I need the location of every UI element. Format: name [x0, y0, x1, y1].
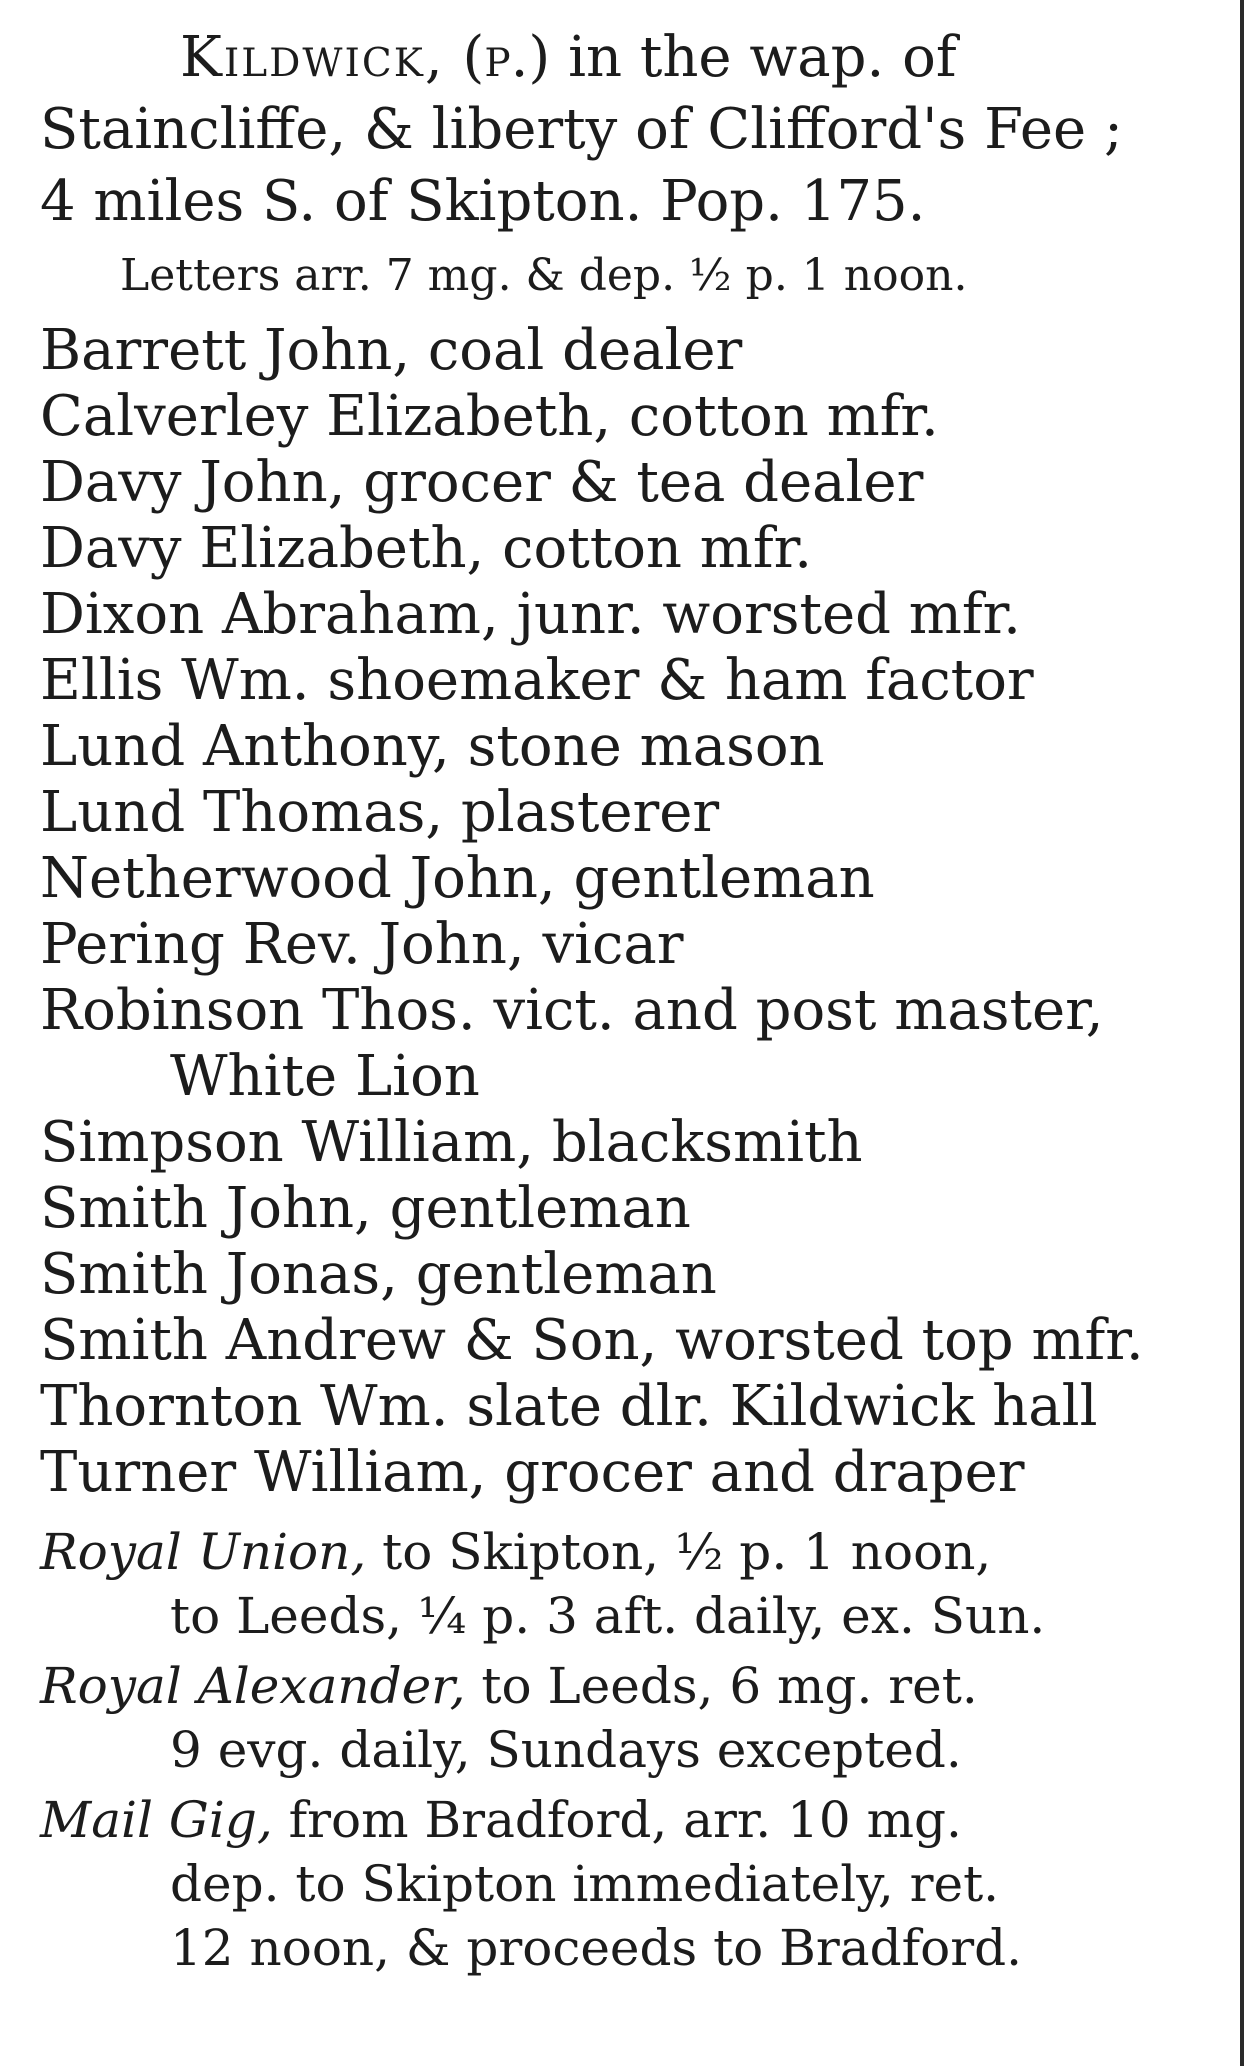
coach-name: Royal Alexander, [40, 1657, 466, 1715]
resident-entry [40, 582, 1220, 648]
resident-entry [40, 648, 1220, 714]
resident-text: Simpson William, blacksmith [40, 1110, 863, 1175]
coach-name: Royal Union, [40, 1523, 367, 1581]
resident-text: Lund Anthony, stone mason [40, 714, 825, 779]
resident-entry [40, 912, 1220, 978]
coach-name: Mail Gig, [40, 1791, 273, 1849]
resident-entry [40, 1110, 1220, 1176]
resident-entry [40, 1374, 1220, 1440]
residents-list [40, 318, 1220, 1506]
heading-line-2: Staincliffe, & liberty of Clifford's Fee ; [40, 97, 1123, 162]
resident-text: Smith Andrew & Son, worsted top mfr. [40, 1308, 1144, 1373]
resident-continuation: White Lion [170, 1044, 480, 1109]
heading-line-1 [40, 22, 1220, 94]
coach-entry [40, 1788, 1220, 1980]
resident-text: Lund Thomas, plasterer [40, 780, 720, 845]
resident-text: Smith John, gentleman [40, 1176, 691, 1241]
letters-note: Letters arr. 7 mg. & dep. ½ p. 1 noon. [120, 250, 968, 301]
resident-entry [40, 978, 1220, 1110]
directory-column [40, 22, 1220, 1986]
coaches-section [40, 1520, 1220, 1980]
resident-entry [40, 318, 1220, 384]
resident-text: Turner William, grocer and draper [40, 1440, 1025, 1505]
resident-entry [40, 1308, 1220, 1374]
heading-line-1-rest: in the wap. of [568, 25, 957, 90]
heading-line-3: 4 miles S. of Skipton. Pop. 175. [40, 169, 926, 234]
resident-text: Netherwood John, gentleman [40, 846, 875, 911]
resident-text: Calverley Elizabeth, cotton mfr. [40, 384, 939, 449]
place-heading [40, 22, 1220, 238]
resident-text: Dixon Abraham, junr. worsted mfr. [40, 582, 1021, 647]
resident-entry [40, 1176, 1220, 1242]
resident-text: Davy John, grocer & tea dealer [40, 450, 924, 515]
resident-entry [40, 846, 1220, 912]
resident-entry [40, 780, 1220, 846]
coach-continuation: 9 evg. daily, Sundays excepted. [170, 1721, 962, 1779]
resident-entry [40, 714, 1220, 780]
coach-text: from Bradford, arr. 10 mg. [272, 1791, 962, 1849]
resident-text: Pering Rev. John, vicar [40, 912, 684, 977]
resident-text: Ellis Wm. shoemaker & ham factor [40, 648, 1034, 713]
resident-entry [40, 1242, 1220, 1308]
column-rule [1240, 0, 1244, 2066]
parish-mark: (p.) [462, 25, 551, 90]
resident-text: Barrett John, coal dealer [40, 318, 743, 383]
coach-entry [40, 1654, 1220, 1782]
resident-text: Davy Elizabeth, cotton mfr. [40, 516, 813, 581]
place-name: Kildwick, [180, 25, 445, 90]
coach-text: to Skipton, ½ p. 1 noon, [366, 1523, 992, 1581]
coach-entry [40, 1520, 1220, 1648]
resident-text: Thornton Wm. slate dlr. Kildwick hall [40, 1374, 1098, 1439]
coach-continuation: to Leeds, ¼ p. 3 aft. daily, ex. Sun. [170, 1587, 1046, 1645]
resident-entry [40, 450, 1220, 516]
coach-text: to Leeds, 6 mg. ret. [465, 1657, 978, 1715]
resident-entry [40, 1440, 1220, 1506]
resident-text: Robinson Thos. vict. and post master, [40, 978, 1104, 1043]
resident-entry [40, 516, 1220, 582]
coach-continuation: 12 noon, & proceeds to Bradford. [170, 1919, 1023, 1977]
resident-entry [40, 384, 1220, 450]
resident-text: Smith Jonas, gentleman [40, 1242, 717, 1307]
coach-continuation: dep. to Skipton immediately, ret. [170, 1855, 1000, 1913]
